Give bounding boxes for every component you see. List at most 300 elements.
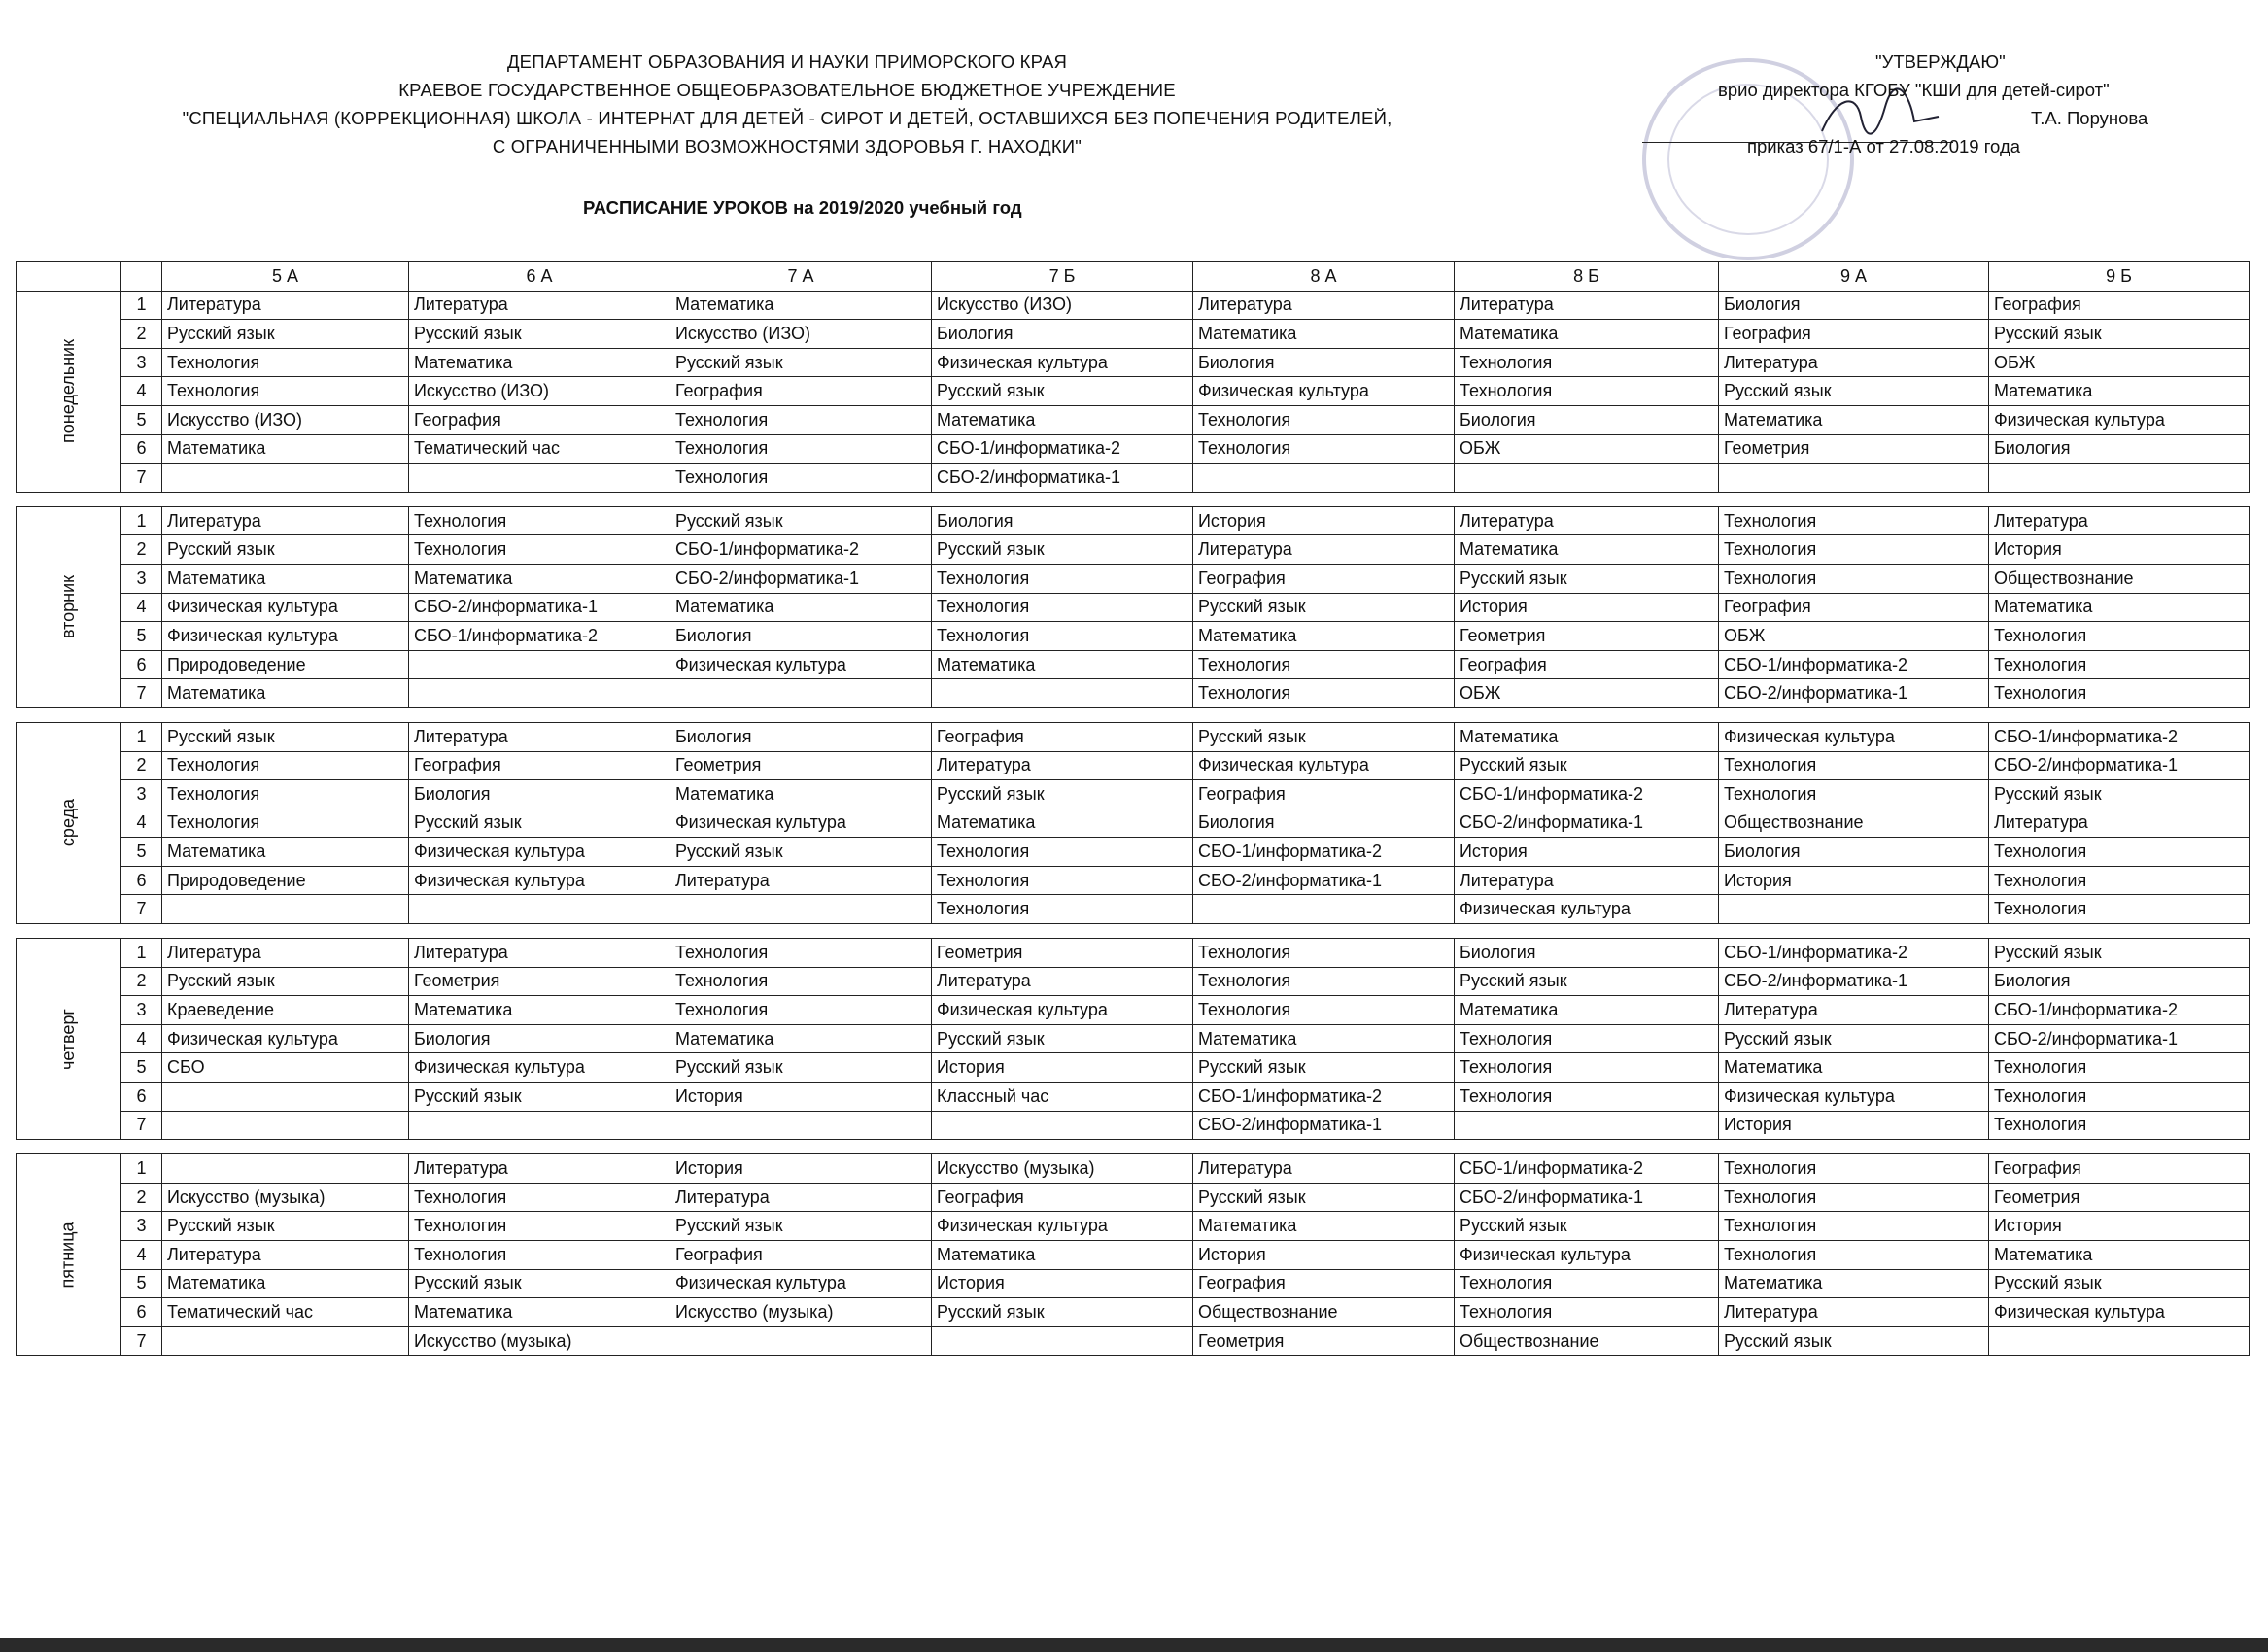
lesson-number: 2 [120, 320, 161, 349]
lesson-cell: Технология [408, 535, 670, 565]
lesson-cell: Технология [931, 895, 1192, 924]
lesson-cell: Физическая культура [1718, 1083, 1988, 1112]
lesson-cell: География [1988, 1154, 2249, 1184]
lesson-number: 1 [120, 722, 161, 751]
lesson-cell: Геометрия [1454, 622, 1718, 651]
lesson-cell: Математика [931, 809, 1192, 838]
lesson-cell: Русский язык [931, 780, 1192, 809]
corner-cell [120, 262, 161, 292]
lesson-cell: СБО-2/информатика-1 [931, 464, 1192, 493]
class-header: 7 Б [931, 262, 1192, 292]
class-header: 6 А [408, 262, 670, 292]
lesson-cell: Математика [408, 348, 670, 377]
lesson-cell: Технология [1718, 1183, 1988, 1212]
lesson-cell: Обществознание [1988, 564, 2249, 593]
lesson-cell: Литература [408, 722, 670, 751]
lesson-cell: СБО-1/информатика-2 [670, 535, 931, 565]
lesson-cell [670, 1326, 931, 1356]
lesson-cell: Технология [1718, 751, 1988, 780]
lesson-cell: Русский язык [161, 1212, 408, 1241]
lesson-cell: Математика [1192, 622, 1454, 651]
lesson-row [17, 1183, 2250, 1212]
lesson-cell: Технология [931, 866, 1192, 895]
lesson-cell: Технология [161, 377, 408, 406]
lesson-cell: Русский язык [670, 1212, 931, 1241]
lesson-cell: Технология [1718, 1241, 1988, 1270]
lesson-row [17, 535, 2250, 565]
class-header: 8 А [1192, 262, 1454, 292]
lesson-cell: Искусство (музыка) [408, 1326, 670, 1356]
day-label-cell [17, 722, 121, 923]
lesson-number: 2 [120, 967, 161, 996]
lesson-cell: СБО-1/информатика-2 [1454, 780, 1718, 809]
lesson-cell: Биология [1718, 838, 1988, 867]
lesson-cell: Физическая культура [670, 1269, 931, 1298]
lesson-cell: Математика [1454, 320, 1718, 349]
page-title: РАСПИСАНИЕ УРОКОВ на 2019/2020 учебный год [583, 197, 1022, 218]
lesson-cell: Математика [931, 650, 1192, 679]
lesson-cell: Технология [408, 506, 670, 535]
lesson-cell: Литература [1454, 291, 1718, 320]
lesson-cell: СБО-2/информатика-1 [1988, 1024, 2249, 1053]
lesson-cell: СБО-2/информатика-1 [1988, 751, 2249, 780]
lesson-cell: ОБЖ [1988, 348, 2249, 377]
lesson-cell: Литература [161, 291, 408, 320]
lesson-row [17, 1212, 2250, 1241]
lesson-cell: География [1192, 780, 1454, 809]
lesson-cell: Физическая культура [1988, 405, 2249, 434]
lesson-cell: Математика [1454, 535, 1718, 565]
lesson-cell: Математика [670, 780, 931, 809]
lesson-cell: Обществознание [1718, 809, 1988, 838]
lesson-cell: Физическая культура [931, 996, 1192, 1025]
lesson-cell: Физическая культура [408, 1053, 670, 1083]
lesson-cell: Физическая культура [1454, 895, 1718, 924]
lesson-cell: Технология [1988, 838, 2249, 867]
lesson-cell: Русский язык [1454, 751, 1718, 780]
lesson-number: 5 [120, 622, 161, 651]
lesson-cell: Технология [1988, 1053, 2249, 1083]
lesson-row [17, 809, 2250, 838]
lesson-cell: СБО-1/информатика-2 [931, 434, 1192, 464]
lesson-row [17, 939, 2250, 968]
lesson-cell: Геометрия [931, 939, 1192, 968]
day-label: вторник [57, 575, 78, 639]
lesson-cell: Физическая культура [161, 593, 408, 622]
lesson-cell: География [1718, 593, 1988, 622]
lesson-cell: Технология [408, 1241, 670, 1270]
day-separator [17, 492, 2250, 506]
lesson-cell: История [931, 1053, 1192, 1083]
lesson-cell: Русский язык [1988, 1269, 2249, 1298]
lesson-cell: ОБЖ [1454, 679, 1718, 708]
lesson-cell: Биология [670, 722, 931, 751]
lesson-cell [670, 679, 931, 708]
lesson-cell: Физическая культура [1988, 1298, 2249, 1327]
approval-name: Т.А. Порунова [2031, 108, 2148, 128]
lesson-cell: Русский язык [161, 535, 408, 565]
lesson-cell: Технология [1192, 939, 1454, 968]
lesson-cell: Технология [1718, 1212, 1988, 1241]
day-label: пятница [57, 1222, 78, 1289]
lesson-cell: Технология [670, 434, 931, 464]
lesson-cell: СБО-1/информатика-2 [1988, 996, 2249, 1025]
lesson-cell: Русский язык [670, 1053, 931, 1083]
lesson-cell: Литература [408, 939, 670, 968]
lesson-cell [161, 1154, 408, 1184]
lesson-cell: СБО-2/информатика-1 [1718, 967, 1988, 996]
lesson-cell: Технология [1718, 1154, 1988, 1184]
class-header: 5 А [161, 262, 408, 292]
lesson-cell: Биология [1718, 291, 1988, 320]
lesson-cell: Технология [408, 1212, 670, 1241]
lesson-row [17, 838, 2250, 867]
lesson-cell [161, 1326, 408, 1356]
lesson-cell: Математика [161, 679, 408, 708]
lesson-row [17, 564, 2250, 593]
lesson-row [17, 895, 2250, 924]
lesson-cell: Искусство (музыка) [931, 1154, 1192, 1184]
lesson-cell: Математика [1454, 722, 1718, 751]
lesson-cell: СБО-2/информатика-1 [1454, 1183, 1718, 1212]
lesson-cell: Математика [408, 996, 670, 1025]
lesson-cell: Технология [1454, 1053, 1718, 1083]
lesson-cell: Математика [1718, 1053, 1988, 1083]
lesson-cell: Технология [1192, 405, 1454, 434]
lesson-cell: Технология [408, 1183, 670, 1212]
lesson-cell: Математика [1192, 1212, 1454, 1241]
lesson-cell: Русский язык [408, 1269, 670, 1298]
lesson-cell: История [1192, 506, 1454, 535]
lesson-cell: Биология [1454, 405, 1718, 434]
lesson-cell [408, 464, 670, 493]
lesson-cell: Русский язык [931, 377, 1192, 406]
lesson-cell: Биология [670, 622, 931, 651]
scan-edge [0, 1638, 2268, 1652]
lesson-cell: Русский язык [931, 535, 1192, 565]
lesson-row [17, 1154, 2250, 1184]
day-label-cell [17, 506, 121, 707]
lesson-cell [1988, 1326, 2249, 1356]
lesson-cell: СБО-2/информатика-1 [1192, 1111, 1454, 1140]
lesson-cell: Технология [1988, 866, 2249, 895]
lesson-cell: Литература [1454, 866, 1718, 895]
lesson-cell: Краеведение [161, 996, 408, 1025]
corner-cell [17, 262, 121, 292]
lesson-row [17, 622, 2250, 651]
lesson-cell: Русский язык [1454, 1212, 1718, 1241]
lesson-row [17, 1298, 2250, 1327]
lesson-cell: Математика [161, 838, 408, 867]
lesson-cell: Математика [670, 291, 931, 320]
lesson-cell: СБО-2/информатика-1 [408, 593, 670, 622]
lesson-cell: Физическая культура [1192, 377, 1454, 406]
lesson-cell: Технология [1192, 650, 1454, 679]
lesson-cell: Русский язык [931, 1024, 1192, 1053]
lesson-cell: История [1454, 838, 1718, 867]
lesson-cell: География [670, 377, 931, 406]
lesson-cell: Технология [670, 405, 931, 434]
lesson-cell: Физическая культура [1454, 1241, 1718, 1270]
lesson-cell [931, 1111, 1192, 1140]
lesson-cell: Биология [1192, 809, 1454, 838]
lesson-number: 7 [120, 464, 161, 493]
lesson-cell [408, 650, 670, 679]
lesson-number: 3 [120, 780, 161, 809]
lesson-cell: Литература [670, 1183, 931, 1212]
lesson-cell: Классный час [931, 1083, 1192, 1112]
lesson-cell: Технология [1192, 967, 1454, 996]
lesson-cell: СБО-1/информатика-2 [1718, 939, 1988, 968]
schedule-table [16, 261, 2250, 1356]
lesson-cell: География [1988, 291, 2249, 320]
lesson-cell: Технология [1988, 622, 2249, 651]
day-label-cell [17, 291, 121, 492]
lesson-cell: Технология [1718, 564, 1988, 593]
lesson-number: 7 [120, 1326, 161, 1356]
lesson-row [17, 650, 2250, 679]
lesson-cell: Физическая культура [931, 348, 1192, 377]
lesson-cell: Физическая культура [408, 866, 670, 895]
lesson-cell: СБО-1/информатика-2 [1454, 1154, 1718, 1184]
lesson-cell: СБО-2/информатика-1 [1192, 866, 1454, 895]
lesson-cell: Математика [1988, 1241, 2249, 1270]
lesson-cell: Технология [1454, 1024, 1718, 1053]
lesson-cell: СБО-2/информатика-1 [1718, 679, 1988, 708]
lesson-cell: Технология [1988, 1111, 2249, 1140]
lesson-cell: Технология [670, 939, 931, 968]
lesson-cell: Литература [1454, 506, 1718, 535]
lesson-number: 4 [120, 377, 161, 406]
lesson-cell: Русский язык [931, 1298, 1192, 1327]
lesson-cell: Математика [161, 1269, 408, 1298]
lesson-cell: Биология [931, 320, 1192, 349]
lesson-row [17, 1053, 2250, 1083]
lesson-cell: Математика [1192, 320, 1454, 349]
lesson-cell: Искусство (ИЗО) [670, 320, 931, 349]
lesson-cell: Искусство (музыка) [670, 1298, 931, 1327]
lesson-cell: Литература [1192, 291, 1454, 320]
lesson-cell: География [408, 751, 670, 780]
day-separator-cell [17, 1140, 2250, 1154]
lesson-cell: Литература [408, 291, 670, 320]
lesson-cell: СБО-1/информатика-2 [1718, 650, 1988, 679]
lesson-cell [670, 895, 931, 924]
class-header: 9 Б [1988, 262, 2249, 292]
lesson-cell [670, 1111, 931, 1140]
lesson-cell: Биология [408, 1024, 670, 1053]
lesson-cell: Математика [1718, 1269, 1988, 1298]
lesson-number: 5 [120, 1269, 161, 1298]
lesson-cell: Технология [1718, 780, 1988, 809]
lesson-cell: Технология [1988, 679, 2249, 708]
lesson-cell: Литература [161, 506, 408, 535]
lesson-cell: Технология [670, 464, 931, 493]
lesson-cell: География [931, 722, 1192, 751]
lesson-cell: География [1454, 650, 1718, 679]
lesson-row [17, 506, 2250, 535]
lesson-cell: Русский язык [1718, 377, 1988, 406]
lesson-cell: Русский язык [1192, 1053, 1454, 1083]
lesson-cell: Математика [408, 564, 670, 593]
lesson-cell [931, 679, 1192, 708]
lesson-number: 1 [120, 1154, 161, 1184]
lesson-cell: Русский язык [1454, 967, 1718, 996]
lesson-cell: СБО-1/информатика-2 [408, 622, 670, 651]
lesson-cell: Литература [670, 866, 931, 895]
lesson-number: 3 [120, 348, 161, 377]
schedule-body [17, 291, 2250, 1356]
lesson-number: 6 [120, 434, 161, 464]
lesson-row [17, 751, 2250, 780]
lesson-cell [408, 1111, 670, 1140]
lesson-cell: Технология [1454, 1083, 1718, 1112]
approval-position: врио директора КГОБУ "КШИ для детей-сирот" [1718, 80, 2110, 100]
lesson-cell: История [931, 1269, 1192, 1298]
lesson-cell: Литература [161, 939, 408, 968]
lesson-cell: Физическая культура [931, 1212, 1192, 1241]
lesson-row [17, 405, 2250, 434]
lesson-row [17, 291, 2250, 320]
lesson-cell [1718, 895, 1988, 924]
header-line-4: С ОГРАНИЧЕННЫМИ ВОЗМОЖНОСТЯМИ ЗДОРОВЬЯ Г. НАХОДКИ" [492, 136, 1082, 156]
lesson-cell: История [1718, 866, 1988, 895]
approval-title: "УТВЕРЖДАЮ" [1875, 52, 2006, 72]
lesson-cell: Технология [1454, 1298, 1718, 1327]
lesson-row [17, 866, 2250, 895]
lesson-cell: Технология [1718, 506, 1988, 535]
lesson-cell: Геометрия [1718, 434, 1988, 464]
lesson-cell: Технология [1718, 535, 1988, 565]
lesson-cell: География [931, 1183, 1192, 1212]
lesson-cell [1192, 895, 1454, 924]
day-label-cell [17, 939, 121, 1140]
lesson-cell: Русский язык [1454, 564, 1718, 593]
lesson-cell: Технология [931, 593, 1192, 622]
lesson-number: 6 [120, 866, 161, 895]
lesson-row [17, 1241, 2250, 1270]
lesson-cell: Технология [931, 838, 1192, 867]
lesson-number: 4 [120, 1241, 161, 1270]
lesson-cell: Обществознание [1454, 1326, 1718, 1356]
lesson-cell: Технология [161, 809, 408, 838]
lesson-cell: Русский язык [161, 320, 408, 349]
lesson-number: 4 [120, 809, 161, 838]
lesson-cell: Русский язык [670, 838, 931, 867]
lesson-cell: СБО-1/информатика-2 [1192, 838, 1454, 867]
lesson-cell: Русский язык [670, 506, 931, 535]
lesson-row [17, 996, 2250, 1025]
lesson-cell: Математика [931, 1241, 1192, 1270]
lesson-cell: Русский язык [1192, 722, 1454, 751]
lesson-cell [1454, 464, 1718, 493]
lesson-number: 7 [120, 895, 161, 924]
lesson-cell: Технология [931, 564, 1192, 593]
lesson-number: 3 [120, 1212, 161, 1241]
lesson-cell: Русский язык [1988, 780, 2249, 809]
lesson-cell: География [1192, 1269, 1454, 1298]
lesson-cell [1192, 464, 1454, 493]
class-header: 9 А [1718, 262, 1988, 292]
lesson-cell: Математика [161, 564, 408, 593]
lesson-cell: Русский язык [1192, 1183, 1454, 1212]
class-header-row [17, 262, 2250, 292]
lesson-row [17, 434, 2250, 464]
lesson-row [17, 679, 2250, 708]
lesson-cell: СБО [161, 1053, 408, 1083]
lesson-row [17, 464, 2250, 493]
lesson-cell: География [408, 405, 670, 434]
lesson-cell: Биология [1988, 434, 2249, 464]
day-label: среда [57, 799, 78, 847]
lesson-cell: СБО-2/информатика-1 [1454, 809, 1718, 838]
lesson-cell: Математика [931, 405, 1192, 434]
lesson-number: 7 [120, 679, 161, 708]
lesson-row [17, 320, 2250, 349]
lesson-cell: Обществознание [1192, 1298, 1454, 1327]
header-line-2: КРАЕВОЕ ГОСУДАРСТВЕННОЕ ОБЩЕОБРАЗОВАТЕЛЬНОЕ БЮДЖЕТНОЕ УЧРЕЖДЕНИЕ [398, 80, 1176, 100]
lesson-cell: Математика [1988, 377, 2249, 406]
lesson-cell: Искусство (музыка) [161, 1183, 408, 1212]
day-label: четверг [57, 1008, 78, 1070]
lesson-cell: Физическая культура [408, 838, 670, 867]
lesson-number: 1 [120, 291, 161, 320]
lesson-cell: Технология [1988, 1083, 2249, 1112]
lesson-cell: Геометрия [1192, 1326, 1454, 1356]
day-separator-cell [17, 707, 2250, 722]
lesson-cell: Физическая культура [1718, 722, 1988, 751]
lesson-cell: Геометрия [670, 751, 931, 780]
lesson-cell: Литература [931, 967, 1192, 996]
lesson-cell: Технология [1988, 650, 2249, 679]
lesson-cell: Литература [1988, 506, 2249, 535]
lesson-cell: История [1988, 535, 2249, 565]
lesson-cell [408, 679, 670, 708]
lesson-cell: Биология [1454, 939, 1718, 968]
lesson-cell: СБО-1/информатика-2 [1192, 1083, 1454, 1112]
lesson-cell: Физическая культура [670, 809, 931, 838]
lesson-cell: Литература [1988, 809, 2249, 838]
lesson-cell: Литература [931, 751, 1192, 780]
lesson-row [17, 780, 2250, 809]
lesson-cell: Технология [1192, 996, 1454, 1025]
lesson-cell: Математика [161, 434, 408, 464]
lesson-cell: ОБЖ [1454, 434, 1718, 464]
lesson-number: 3 [120, 996, 161, 1025]
lesson-cell: Технология [161, 751, 408, 780]
lesson-number: 1 [120, 939, 161, 968]
lesson-cell: История [1454, 593, 1718, 622]
lesson-cell: Геометрия [408, 967, 670, 996]
lesson-number: 5 [120, 838, 161, 867]
day-separator-cell [17, 492, 2250, 506]
lesson-cell [161, 464, 408, 493]
lesson-row [17, 722, 2250, 751]
lesson-cell: Технология [1988, 895, 2249, 924]
lesson-number: 2 [120, 751, 161, 780]
lesson-cell: География [670, 1241, 931, 1270]
lesson-cell: Искусство (ИЗО) [161, 405, 408, 434]
lesson-cell: Технология [1454, 377, 1718, 406]
header-line-3: "СПЕЦИАЛЬНАЯ (КОРРЕКЦИОННАЯ) ШКОЛА - ИНТЕРНАТ ДЛЯ ДЕТЕЙ - СИРОТ И ДЕТЕЙ, ОСТАВШИХСЯ БЕЗ ПОПЕЧЕНИЯ РОДИТЕЛЕЙ, [182, 108, 1392, 128]
day-label-cell [17, 1154, 121, 1356]
lesson-number: 4 [120, 593, 161, 622]
lesson-cell: Русский язык [1988, 320, 2249, 349]
lesson-row [17, 1269, 2250, 1298]
lesson-cell: Технология [1192, 434, 1454, 464]
lesson-cell: Математика [1988, 593, 2249, 622]
lesson-cell: Физическая культура [161, 622, 408, 651]
